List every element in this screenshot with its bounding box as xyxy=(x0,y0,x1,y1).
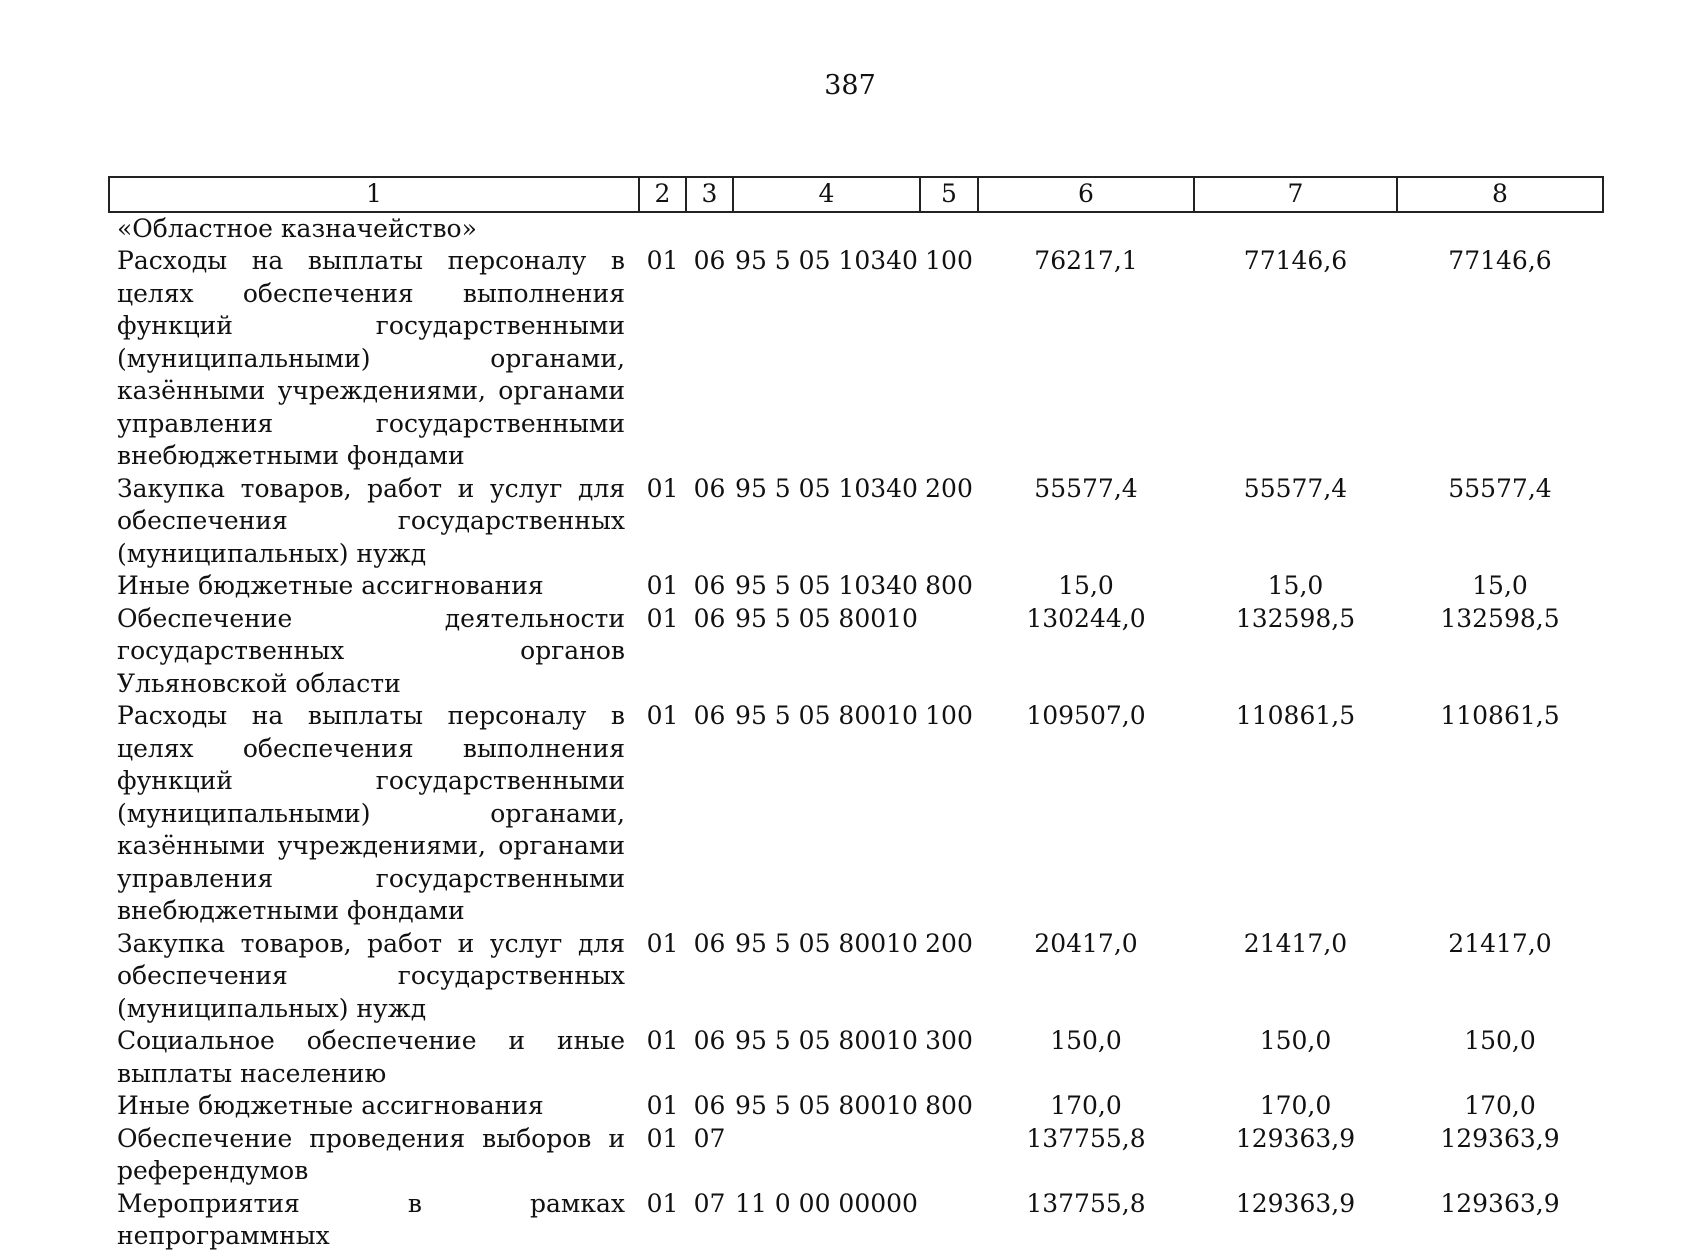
header-cell-5: 5 xyxy=(920,177,978,212)
subsection-code: 06 xyxy=(693,1026,726,1055)
amount-col-8 xyxy=(1397,212,1603,246)
table-row xyxy=(109,1123,1603,1188)
amount-col-7: 170,0 xyxy=(1259,1091,1332,1120)
row-name: Расходы на выплаты персоналу в целях обеспечения выполнения функций государственными (муниципальными) органами, казёнными учреждениями, органами управления государственными внебюджетными фондами xyxy=(117,701,625,925)
amount-col-8: 170,0 xyxy=(1464,1091,1536,1120)
section-code: 01 xyxy=(646,1091,679,1120)
expense-type-code: 200 xyxy=(925,928,973,958)
amount-col-8: 77146,6 xyxy=(1448,246,1552,275)
amount-col-8: 21417,0 xyxy=(1448,928,1552,958)
amount-col-6 xyxy=(978,212,1194,246)
subsection-code: 06 xyxy=(693,603,726,633)
table-row xyxy=(109,570,1603,603)
amount-col-7: 150,0 xyxy=(1259,1026,1332,1055)
amount-col-8: 129363,9 xyxy=(1440,1123,1560,1153)
target-article-code: 95 5 05 80010 xyxy=(735,603,918,633)
target-article-code: 95 5 05 10340 xyxy=(735,571,918,600)
row-name: Социальное обеспечение и иные выплаты населению xyxy=(117,1026,625,1088)
amount-col-6: 130244,0 xyxy=(1026,603,1146,633)
amount-col-6: 20417,0 xyxy=(1034,928,1138,958)
header-cell-8: 8 xyxy=(1397,177,1603,212)
amount-col-6: 15,0 xyxy=(1058,571,1114,600)
amount-col-6: 76217,1 xyxy=(1034,246,1138,275)
expense-type-code: 100 xyxy=(925,701,973,730)
target-article-code: 95 5 05 10340 xyxy=(735,246,918,275)
table-row xyxy=(109,700,1603,928)
subsection-code: 06 xyxy=(693,473,726,503)
page-number: 387 xyxy=(824,70,876,101)
subsection-code: 06 xyxy=(693,571,726,600)
section-code: 01 xyxy=(646,701,679,730)
amount-col-7: 132598,5 xyxy=(1235,603,1356,633)
table-row xyxy=(109,245,1603,473)
section-code: 01 xyxy=(646,1026,679,1055)
expense-type-code xyxy=(920,212,978,246)
amount-col-6: 137755,8 xyxy=(1026,1188,1146,1218)
row-name: Обеспечение проведения выборов и референдумов xyxy=(117,1123,625,1185)
table-row xyxy=(109,1090,1603,1123)
amount-col-6: 150,0 xyxy=(1050,1026,1122,1055)
section-code: 01 xyxy=(646,1123,679,1153)
target-article-code: 95 5 05 80010 xyxy=(735,928,918,958)
subsection-code: 06 xyxy=(693,1091,726,1120)
table-body xyxy=(109,212,1603,1253)
section-code: 01 xyxy=(646,603,679,633)
amount-col-7: 55577,4 xyxy=(1243,473,1348,503)
row-name: Расходы на выплаты персоналу в целях обеспечения выполнения функций государственными (муниципальными) органами, казёнными учреждениями, органами управления государственными внебюджетными фондами xyxy=(117,246,625,470)
amount-col-8: 132598,5 xyxy=(1440,603,1560,633)
subsection-code: 06 xyxy=(693,246,726,275)
target-article-code xyxy=(733,1123,920,1188)
amount-col-7: 15,0 xyxy=(1267,571,1324,600)
amount-col-7: 21417,0 xyxy=(1243,928,1348,958)
header-cell-3: 3 xyxy=(686,177,733,212)
expense-type-code: 200 xyxy=(925,473,973,503)
target-article-code: 95 5 05 10340 xyxy=(735,473,918,503)
budget-table xyxy=(108,176,1604,1253)
subsection-code: 06 xyxy=(693,701,726,730)
amount-col-7: 110861,5 xyxy=(1235,701,1356,730)
target-article-code: 95 5 05 80010 xyxy=(735,701,918,730)
amount-col-8: 15,0 xyxy=(1472,571,1528,600)
section-code: 01 xyxy=(646,928,679,958)
row-name: Мероприятия в рамках непрограммных xyxy=(117,1188,625,1250)
amount-col-6: 137755,8 xyxy=(1026,1123,1146,1153)
row-name: Закупка товаров, работ и услуг для обеспечения государственных (муниципальных) нужд xyxy=(117,928,625,1023)
expense-type-code: 800 xyxy=(925,571,973,600)
header-cell-4: 4 xyxy=(733,177,920,212)
amount-col-8: 129363,9 xyxy=(1440,1188,1560,1218)
amount-col-7: 77146,6 xyxy=(1243,246,1348,275)
table-row xyxy=(109,1025,1603,1090)
amount-col-8: 110861,5 xyxy=(1440,701,1560,730)
amount-col-8: 150,0 xyxy=(1464,1026,1536,1055)
header-cell-6: 6 xyxy=(978,177,1194,212)
amount-col-7 xyxy=(1194,212,1397,246)
expense-type-code xyxy=(920,1188,978,1253)
subsection-code: 07 xyxy=(693,1123,726,1153)
row-name: Иные бюджетные ассигнования xyxy=(117,571,544,600)
section-code: 01 xyxy=(646,473,679,503)
table-row xyxy=(109,212,1603,246)
table-row xyxy=(109,473,1603,571)
table-row xyxy=(109,1188,1603,1253)
target-article-code: 95 5 05 80010 xyxy=(735,1091,918,1120)
amount-col-7: 129363,9 xyxy=(1235,1123,1356,1153)
section-code: 01 xyxy=(646,246,679,275)
subsection-code: 07 xyxy=(693,1188,726,1218)
section-code xyxy=(639,212,686,246)
header-row xyxy=(109,177,1603,212)
row-name: Иные бюджетные ассигнования xyxy=(117,1091,544,1120)
amount-col-7: 129363,9 xyxy=(1235,1188,1356,1218)
section-code: 01 xyxy=(646,1188,679,1218)
subsection-code xyxy=(686,212,733,246)
amount-col-6: 55577,4 xyxy=(1034,473,1138,503)
expense-type-code: 300 xyxy=(925,1026,973,1055)
row-name: Обеспечение деятельности государственных органов Ульяновской области xyxy=(117,603,625,698)
table-header xyxy=(109,177,1603,212)
target-article-code xyxy=(733,212,920,246)
row-name: «Областное казначейство» xyxy=(117,213,477,243)
expense-type-code: 100 xyxy=(925,246,973,275)
table-row xyxy=(109,928,1603,1026)
header-cell-2: 2 xyxy=(639,177,686,212)
expense-type-code xyxy=(920,1123,978,1188)
expense-type-code xyxy=(920,603,978,701)
header-cell-7: 7 xyxy=(1194,177,1397,212)
table-row xyxy=(109,603,1603,701)
section-code: 01 xyxy=(646,571,679,600)
amount-col-6: 170,0 xyxy=(1050,1091,1122,1120)
subsection-code: 06 xyxy=(693,928,726,958)
amount-col-8: 55577,4 xyxy=(1448,473,1552,503)
target-article-code: 11 0 00 00000 xyxy=(735,1188,918,1218)
row-name: Закупка товаров, работ и услуг для обеспечения государственных (муниципальных) нужд xyxy=(117,473,625,568)
target-article-code: 95 5 05 80010 xyxy=(735,1026,918,1055)
expense-type-code: 800 xyxy=(925,1091,973,1120)
amount-col-6: 109507,0 xyxy=(1026,701,1146,730)
header-cell-1: 1 xyxy=(109,177,639,212)
